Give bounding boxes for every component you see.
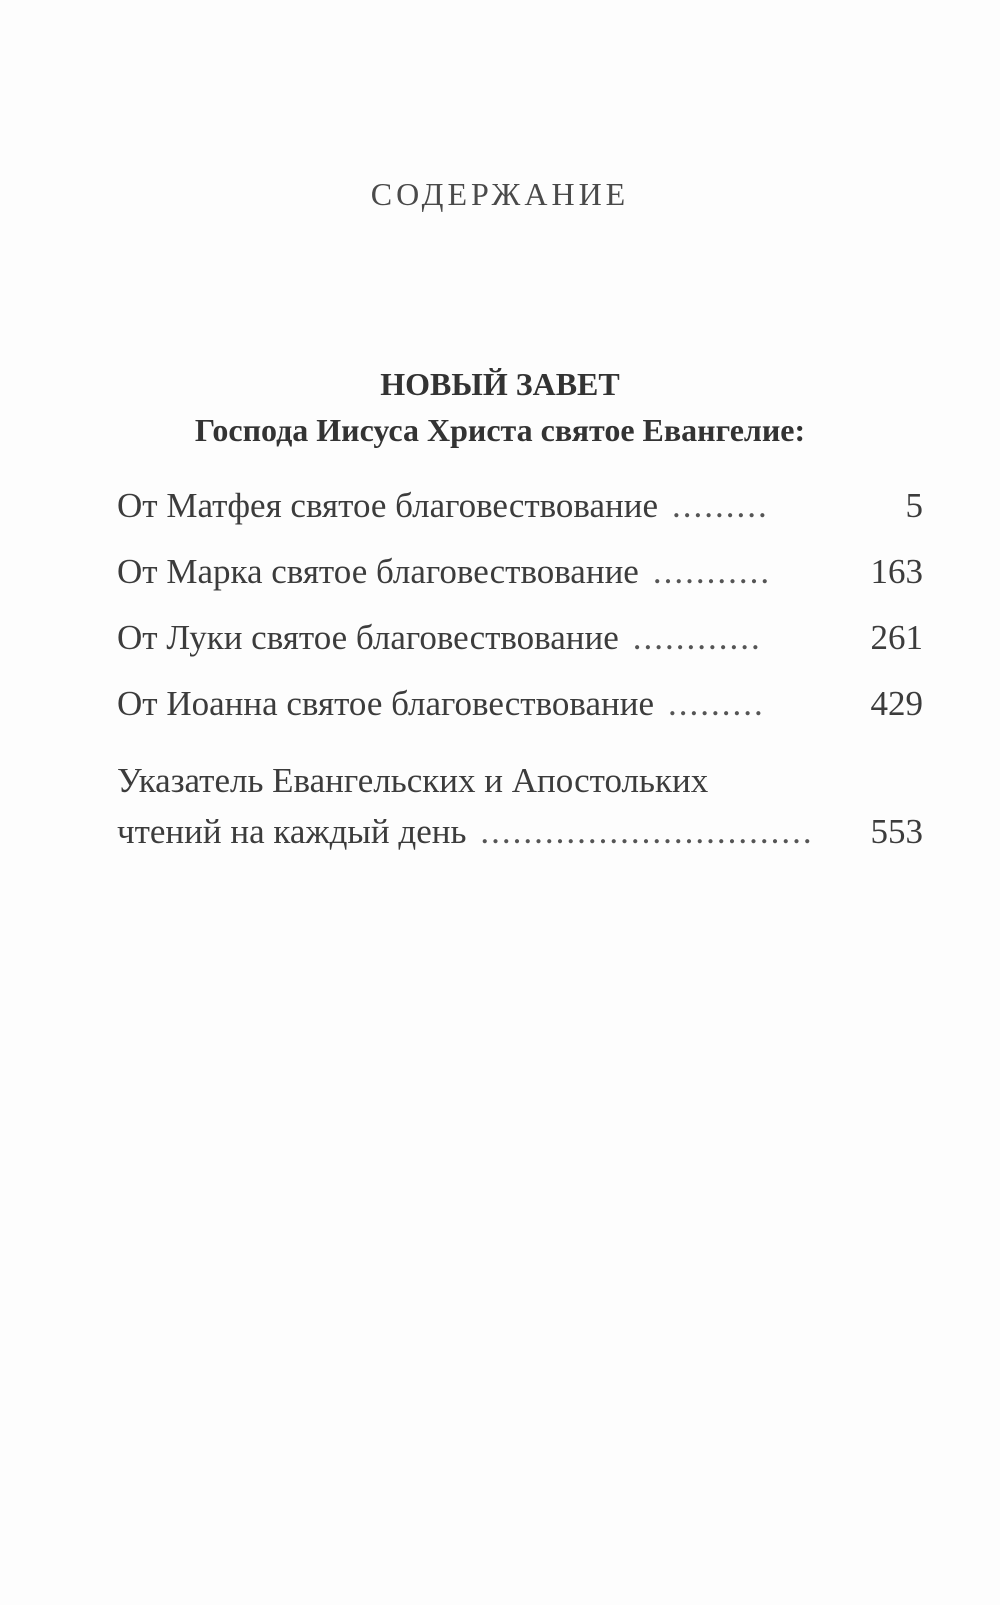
toc-page-number: 5 [905, 486, 923, 525]
toc-page-number: 261 [870, 618, 923, 657]
toc-entry-mark[interactable] [117, 552, 923, 618]
section-subtitle: Господа Иисуса Христа святое Евангелие: [194, 412, 806, 448]
toc-entry-title: От Матфея святое благовествование [117, 486, 659, 525]
toc-entry-title: От Марка святое благовествование [117, 552, 639, 591]
dot-leader: ........... [652, 552, 772, 591]
toc-entry-title: От Луки святое благовествование [117, 618, 619, 657]
dot-leader: ............ [632, 618, 762, 657]
dot-leader: ......... [672, 486, 769, 525]
table-of-contents [117, 486, 923, 874]
toc-entry-title: От Иоанна святое благовествование [117, 684, 654, 723]
toc-entry-title-line2: чтений на каждый день [117, 812, 467, 851]
dot-leader: ............................... [480, 812, 814, 851]
section-title: НОВЫЙ ЗАВЕТ [380, 366, 620, 402]
toc-entry-john[interactable] [117, 684, 923, 750]
contents-heading: СОДЕРЖАНИЕ [370, 176, 630, 212]
toc-page-number: 553 [870, 812, 923, 851]
toc-entry-matthew[interactable] [117, 486, 923, 552]
toc-entry-line2 [117, 812, 923, 874]
toc-page-number: 163 [870, 552, 923, 591]
toc-entry-title-line1: Указатель Евангельских и Апостольких [117, 761, 709, 800]
toc-page-number: 429 [870, 684, 923, 723]
dot-leader: ......... [667, 684, 765, 723]
toc-entry-readings-index[interactable] [117, 750, 923, 874]
toc-entry-luke[interactable] [117, 618, 923, 684]
